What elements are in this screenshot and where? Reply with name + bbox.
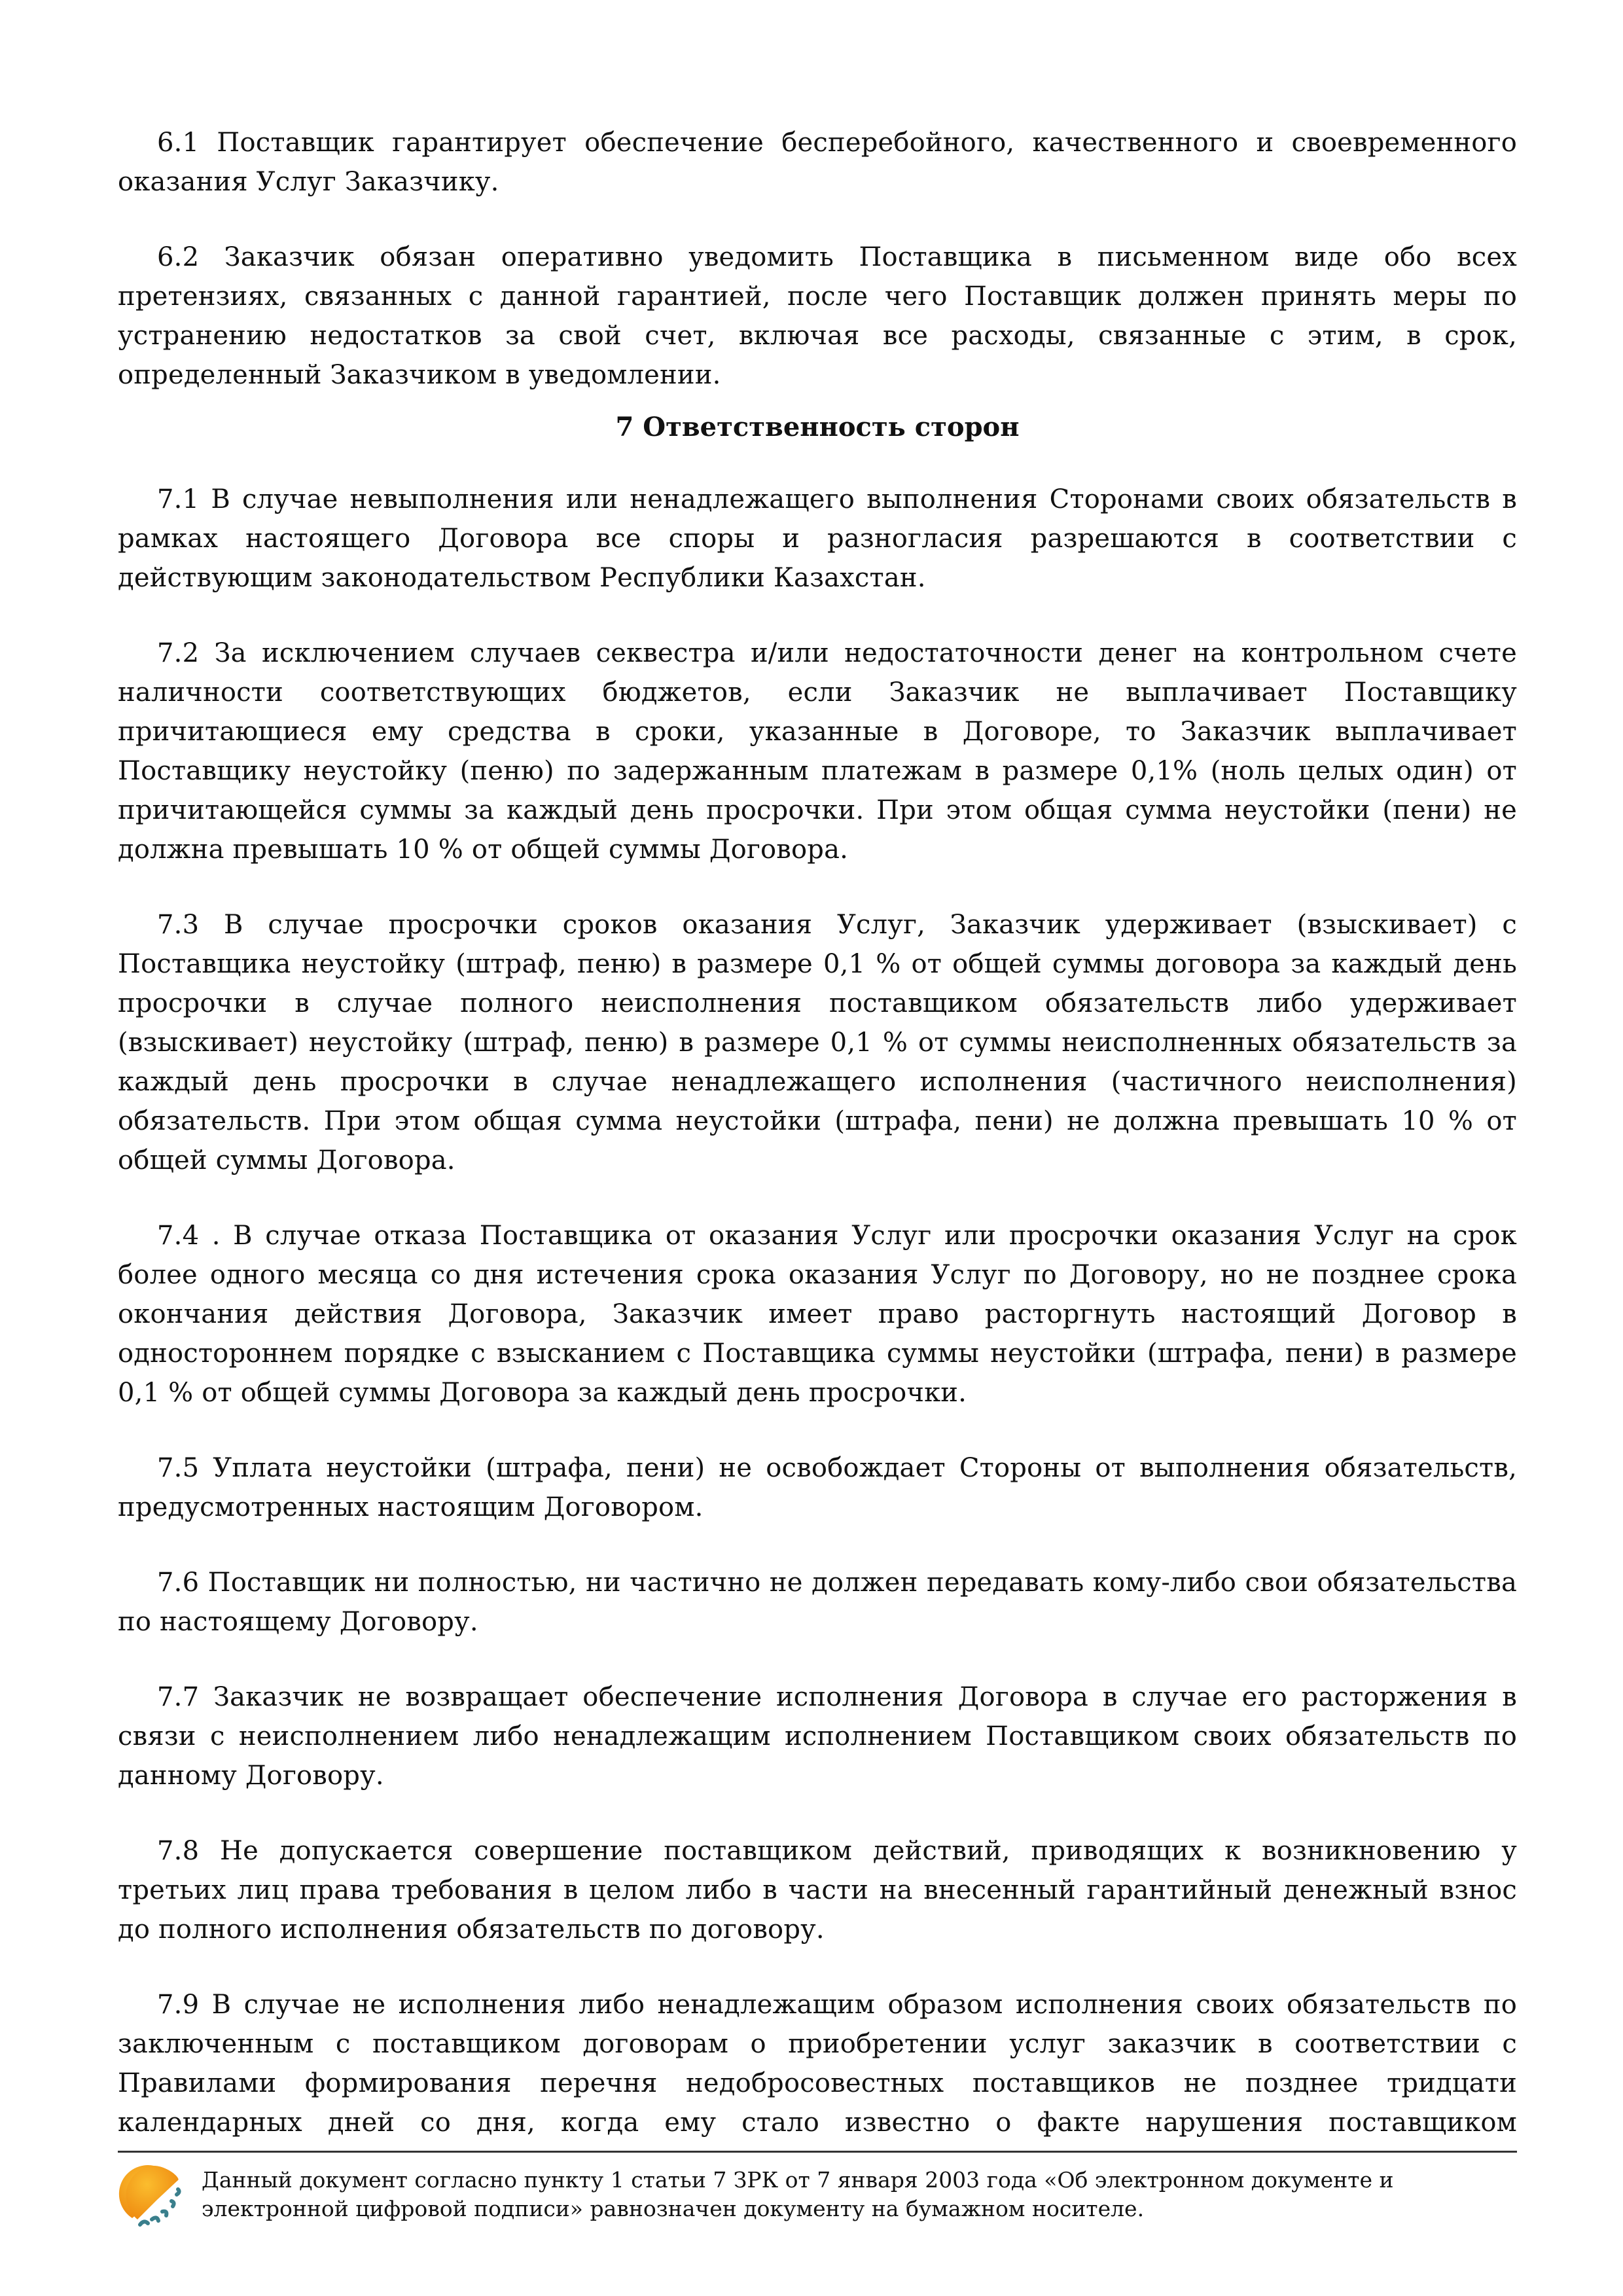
page-footer (118, 2151, 1517, 2233)
footer-divider (118, 2151, 1517, 2153)
legal-notice-line-2: электронной цифровой подписи» равнозначен документу на бумажном носителе. (202, 2196, 1145, 2221)
clause-7-5: 7.5 Уплата неустойки (штрафа, пени) не освобождает Стороны от выполнения обязательств, предусмотренных настоящим Договором. (118, 1453, 1517, 1522)
document-page (118, 123, 1517, 2178)
clause-7-9: 7.9 В случае не исполнения либо ненадлежащим образом исполнения своих обязательств по заключенным с поставщиком договорам о приобретении услуг заказчик в соответствии с Правилами формирования перечня недобросовестных поставщиков не позднее тридцати календарных дней со дня, когда ему стало известно о факте нарушения поставщиком (118, 1990, 1517, 2138)
clause-6-1: 6.1 Поставщик гарантирует обеспечение бесперебойного, качественного и своевременного оказания Услуг Заказчику. (118, 128, 1517, 197)
clause-7-1: 7.1 В случае невыполнения или ненадлежащего выполнения Сторонами своих обязательств в рамках настоящего Договора все споры и разногласия разрешаются в соответствии с действующим законодательством Республики Казахстан. (118, 484, 1517, 593)
clause-6-2: 6.2 Заказчик обязан оперативно уведомить Поставщика в письменном виде обо всех претензиях, связанных с данной гарантией, после чего Поставщик должен принять меры по устранению недостатков за свой счет, включая все расходы, связанные с этим, в срок, определенный Заказчиком в уведомлении. (118, 242, 1517, 390)
egov-sun-logo-icon (118, 2161, 190, 2233)
section-heading-liability: 7 Ответственность сторон (615, 412, 1020, 442)
clause-7-3: 7.3 В случае просрочки сроков оказания Услуг, Заказчик удерживает (взыскивает) с Поставщика неустойку (штраф, пеню) в размере 0,1 % от общей суммы договора за каждый день просрочки в случае полного неисполнения поставщиком обязательств либо удерживает (взыскивает) неустойку (штраф, пеню) в размере 0,1 % от суммы неисполненных обязательств за каждый день просрочки в случае ненадлежащего исполнения (частичного неисполнения) обязательств. При этом общая сумма неустойки (штрафа, пени) не должна превышать 10 % от общей суммы Договора. (118, 910, 1517, 1175)
clause-7-7: 7.7 Заказчик не возвращает обеспечение исполнения Договора в случае его расторжения в связи с неисполнением либо ненадлежащим исполнением Поставщиком своих обязательств по данному Договору. (118, 1682, 1517, 1791)
clause-7-8: 7.8 Не допускается совершение поставщиком действий, приводящих к возникновению у третьих лиц права требования в целом либо в части на внесенный гарантийный денежный взнос до полного исполнения обязательств по договору. (118, 1836, 1517, 1945)
footer-notice (118, 2161, 1517, 2233)
legal-notice-text (202, 2161, 1393, 2223)
legal-notice-line-1: Данный документ согласно пункту 1 статьи 7 ЗРК от 7 января 2003 года «Об электронном документе и (202, 2167, 1394, 2193)
clause-7-6: 7.6 Поставщик ни полностью, ни частично не должен передавать кому-либо свои обязательства по настоящему Договору. (118, 1568, 1517, 1637)
clause-7-2: 7.2 За исключением случаев секвестра и/или недостаточности денег на контрольном счете наличности соответствующих бюджетов, если Заказчик не выплачивает Поставщику причитающиеся ему средства в сроки, указанные в Договоре, то Заказчик выплачивает Поставщику неустойку (пеню) по задержанным платежам в размере 0,1% (ноль целых один) от причитающейся суммы за каждый день просрочки. При этом общая сумма неустойки (пени) не должна превышать 10 % от общей суммы Договора. (118, 638, 1517, 865)
clause-7-4: 7.4 . В случае отказа Поставщика от оказания Услуг или просрочки оказания Услуг на срок более одного месяца со дня истечения срока оказания Услуг по Договору, но не позднее срока окончания действия Договора, Заказчик имеет право расторгнуть настоящий Договор в одностороннем порядке с взысканием с Поставщика суммы неустойки (штрафа, пени) в размере 0,1 % от общей суммы Договора за каждый день просрочки. (118, 1221, 1517, 1408)
